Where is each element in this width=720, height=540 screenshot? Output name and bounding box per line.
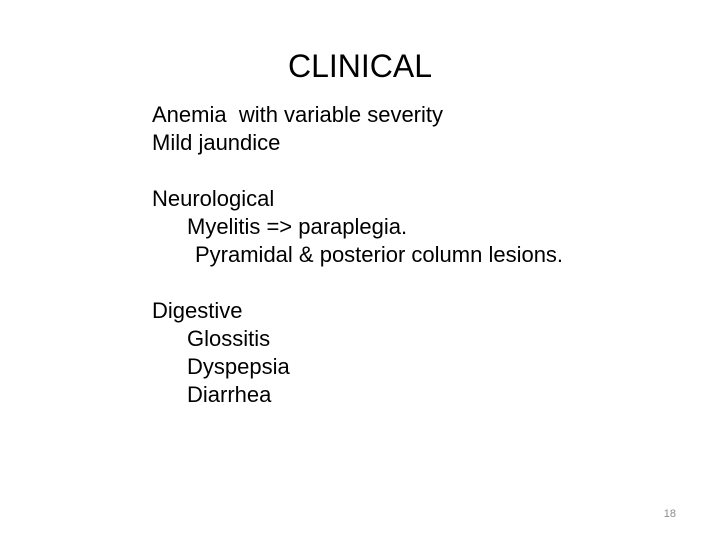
neurological-item-pyramidal: Pyramidal & posterior column lesions. xyxy=(195,242,564,267)
digestive-item-dyspepsia: Dyspepsia xyxy=(187,354,290,379)
spacer xyxy=(152,157,692,185)
slide-body xyxy=(152,101,692,409)
slide-title xyxy=(0,46,720,86)
spacer xyxy=(152,269,692,297)
neurological-heading: Neurological xyxy=(152,186,275,211)
page-number: 18 xyxy=(663,508,676,520)
digestive-item-diarrhea: Diarrhea xyxy=(187,382,272,407)
digestive-item-glossitis: Glossitis xyxy=(187,326,271,351)
intro-line-jaundice: Mild jaundice xyxy=(152,130,281,155)
intro-line-anemia: Anemia with variable severity xyxy=(152,102,444,127)
digestive-heading: Digestive xyxy=(152,298,243,323)
neurological-item-myelitis: Myelitis => paraplegia. xyxy=(187,214,408,239)
slide-title-text: CLINICAL xyxy=(287,48,433,84)
